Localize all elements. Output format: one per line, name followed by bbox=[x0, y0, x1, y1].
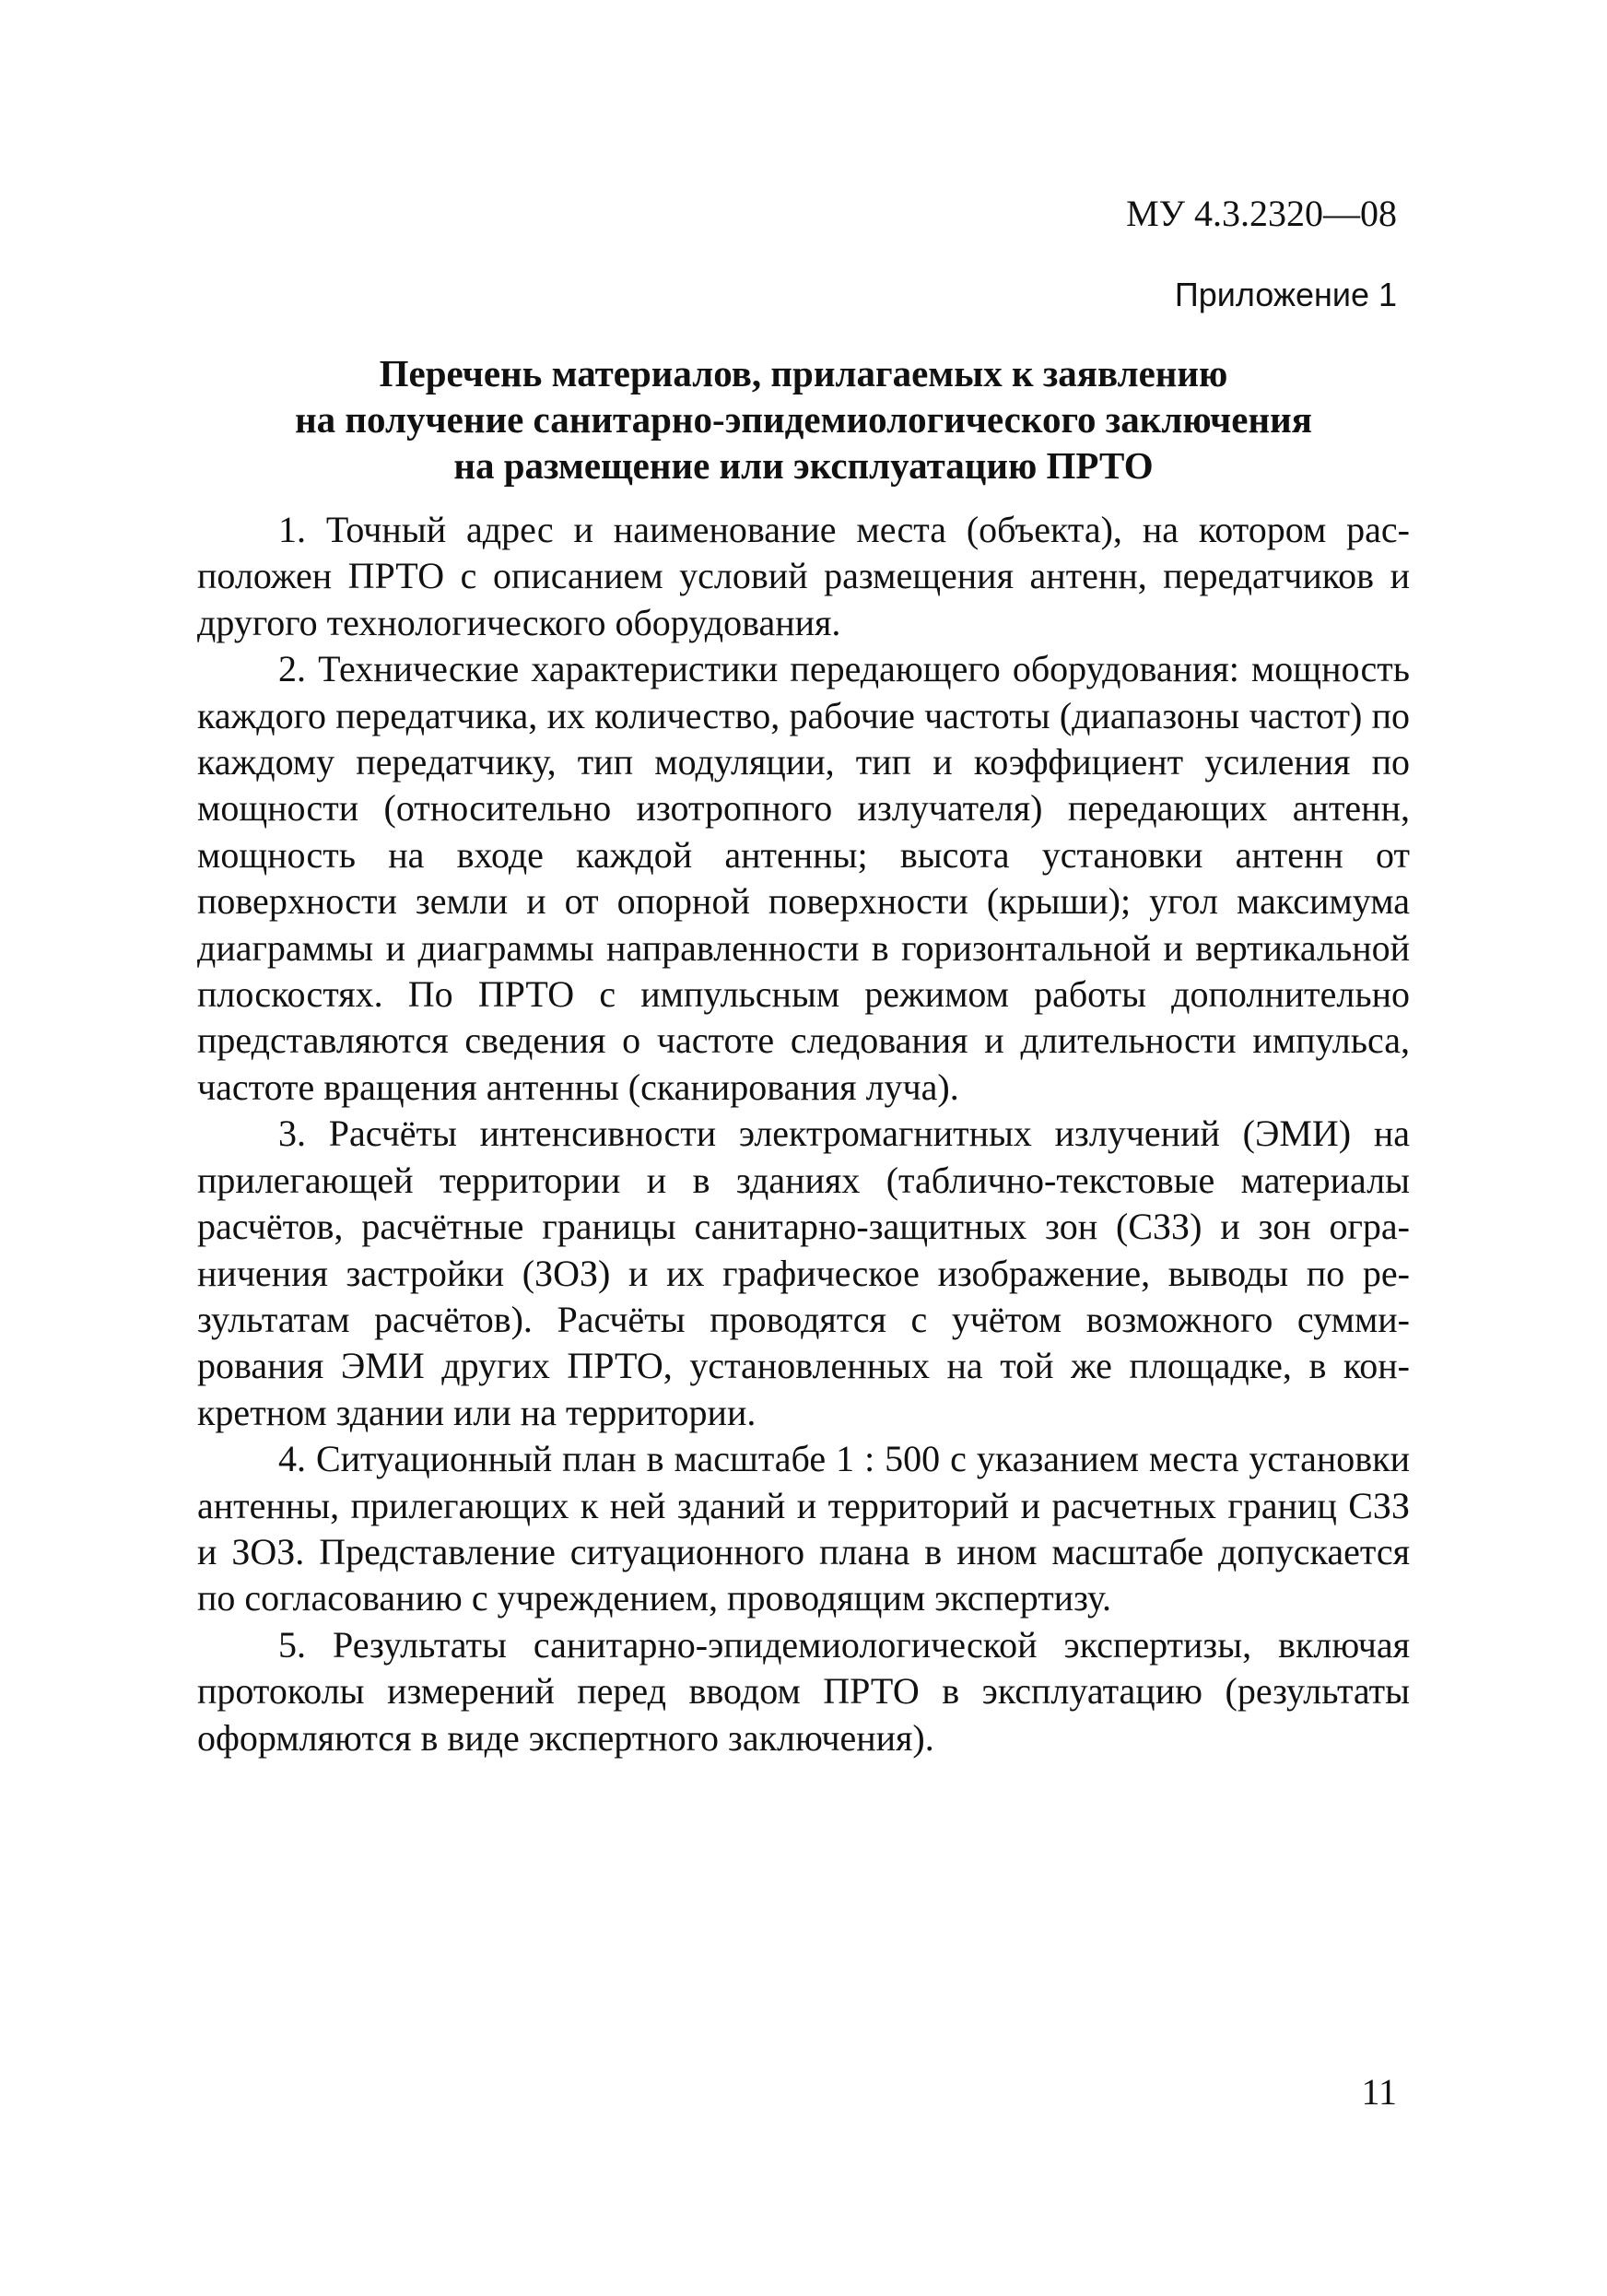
document-title bbox=[197, 350, 1410, 489]
list-item: 3. Расчёты интенсивности электромагнитных излучений (ЭМИ) на прилегающей территории и в зданиях (таблично-текстовые материалы расчётов, расчётные границы санитарно-защитных зон (СЗЗ) и зон ограничения застройки (ЗОЗ) и их графическое изображение, выводы по результатам расчётов). Расчёты проводятся с учётом возможного суммирования ЭМИ других ПРТО, установленных на той же площадке, в конкретном здании или на территории. bbox=[197, 1113, 1410, 1433]
list-item: 1. Точный адрес и наименование места (объекта), на котором расположен ПРТО с описанием условий размещения антенн, передатчиков и другого технологического оборудования. bbox=[197, 509, 1410, 643]
title-line: Перечень материалов, прилагаемых к заявлению bbox=[379, 352, 1228, 394]
materials-list bbox=[197, 507, 1410, 1761]
page-number: 11 bbox=[1361, 2071, 1397, 2113]
list-item: 5. Результаты санитарно-эпидемиологической экспертизы, включая протоколы измерений перед вводом ПРТО в эксплуатацию (результаты оформляются в виде экспертного заключения). bbox=[197, 1623, 1410, 1759]
title-line: на размещение или эксплуатацию ПРТО bbox=[453, 444, 1154, 487]
document-code: МУ 4.3.2320—08 bbox=[1126, 193, 1397, 234]
title-line: на получение санитарно-эпидемиологического заключения bbox=[295, 398, 1312, 441]
appendix-label: Приложение 1 bbox=[1174, 276, 1397, 313]
list-item: 2. Технические характеристики передающего оборудования: мощность каждого передатчика, их количество, рабочие частоты (диапазоны частот) по каждому передатчику, тип модуляции, тип и коэффициент усиления по мощности (относительно изотропного излучателя) передающих антенн, мощность на входе каждой антенны; высота установки антенн от поверхности земли и от опорной поверхности (крыши); угол максимума диаграммы и диаграммы направленности в горизонтальной и вертикальной плоскостях. По ПРТО с импульсным режимом работы дополнительно представляются сведения о частоте следования и длительности импульса, частоте вращения антенны (сканирования луча). bbox=[197, 648, 1410, 1108]
list-item: 4. Ситуационный план в масштабе 1 : 500 с указанием места установки антенны, прилегающих к ней зданий и территорий и расчетных границ СЗЗ и ЗОЗ. Представление ситуационного плана в ином масштабе допускается по согласованию с учреждением, проводящим экспертизу. bbox=[197, 1438, 1410, 1619]
